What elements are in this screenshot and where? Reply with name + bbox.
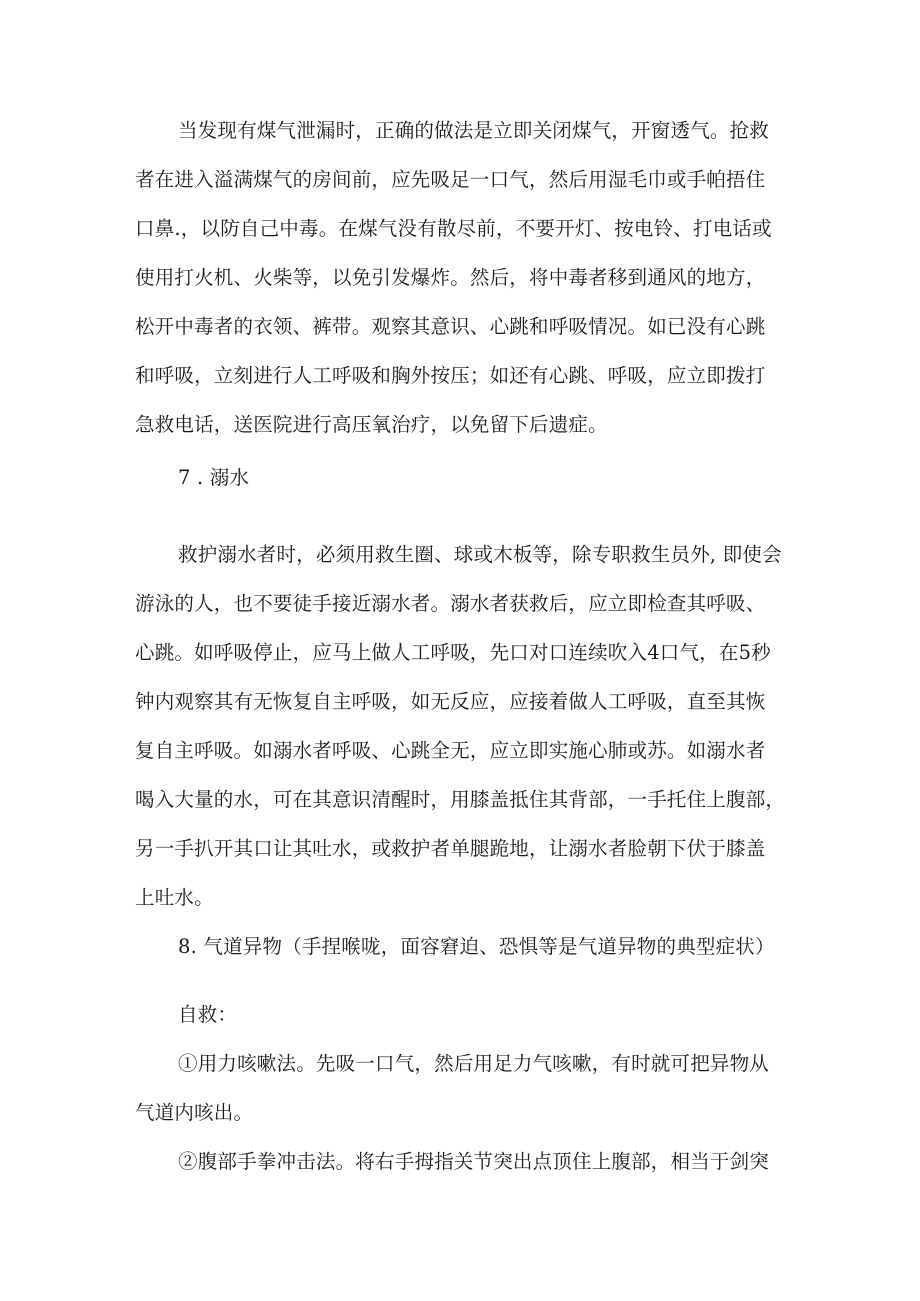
text-line: 上吐水。 (135, 886, 214, 909)
text-line: 救护溺水者时，必须用救生圈、球或木板等，除专职救生员外, 即使会 (178, 543, 782, 566)
text-line: 钟内观察其有无恢复自主呼吸，如无反应，应接着做人工呼吸，直至其恢 (135, 690, 766, 713)
text-line: 另一手扒开其口让其吐水，或救护者单腿跪地，让溺水者脸朝下伏于膝盖 (135, 837, 766, 860)
text-line: 喝入大量的水，可在其意识清醒时，用膝盖抵住其背部，一手托住上腹部， (135, 788, 786, 811)
text-line: 使用打火机、火柴等，以免引发爆炸。然后，将中毒者移到通风的地方， (135, 266, 766, 289)
text-line: 当发现有煤气泄漏时，正确的做法是立即关闭煤气，开窗透气。抢救 (178, 119, 770, 142)
text-line: 口鼻.，以防自己中毒。在煤气没有散尽前，不要开灯、按电铃、打电话或 (135, 217, 772, 240)
text-line: ②腹部手拳冲击法。将右手拇指关节突出点顶住上腹部，相当于剑突 (178, 1150, 770, 1173)
text-line: 心跳。如呼吸停止，应马上做人工呼吸，先口对口连续吹入4口气，在5秒 (135, 641, 771, 664)
text-line: 复自主呼吸。如溺水者呼吸、心跳全无，应立即实施心肺或苏。如溺水者 (135, 739, 766, 762)
text-line: ①用力咳嗽法。先吸一口气，然后用足力气咳嗽，有时就可把异物从 (178, 1052, 770, 1075)
section-heading-drowning: 7 . 溺水 (178, 466, 250, 489)
text-line: 者在进入溢满煤气的房间前，应先吸足一口气，然后用湿毛巾或手帕捂住 (135, 168, 766, 191)
text-line: 急救电话，送医院进行高压氧治疗，以免留下后遗症。 (135, 413, 608, 436)
text-line: 和呼吸，立刻进行人工呼吸和胸外按压；如还有心跳、呼吸，应立即拨打 (135, 364, 766, 387)
self-rescue-label: 自救： (178, 1003, 238, 1026)
text-line: 松开中毒者的衣领、裤带。观察其意识、心跳和呼吸情况。如已没有心跳 (135, 315, 766, 338)
text-line: 游泳的人，也不要徒手接近溺水者。溺水者获救后，应立即检查其呼吸、 (135, 592, 766, 615)
section-heading-airway: 8. 气道异物（手捏喉咙，面容窘迫、恐惧等是气道异物的典型症状） (178, 935, 775, 958)
text-line: 气道内咳出。 (135, 1101, 254, 1124)
